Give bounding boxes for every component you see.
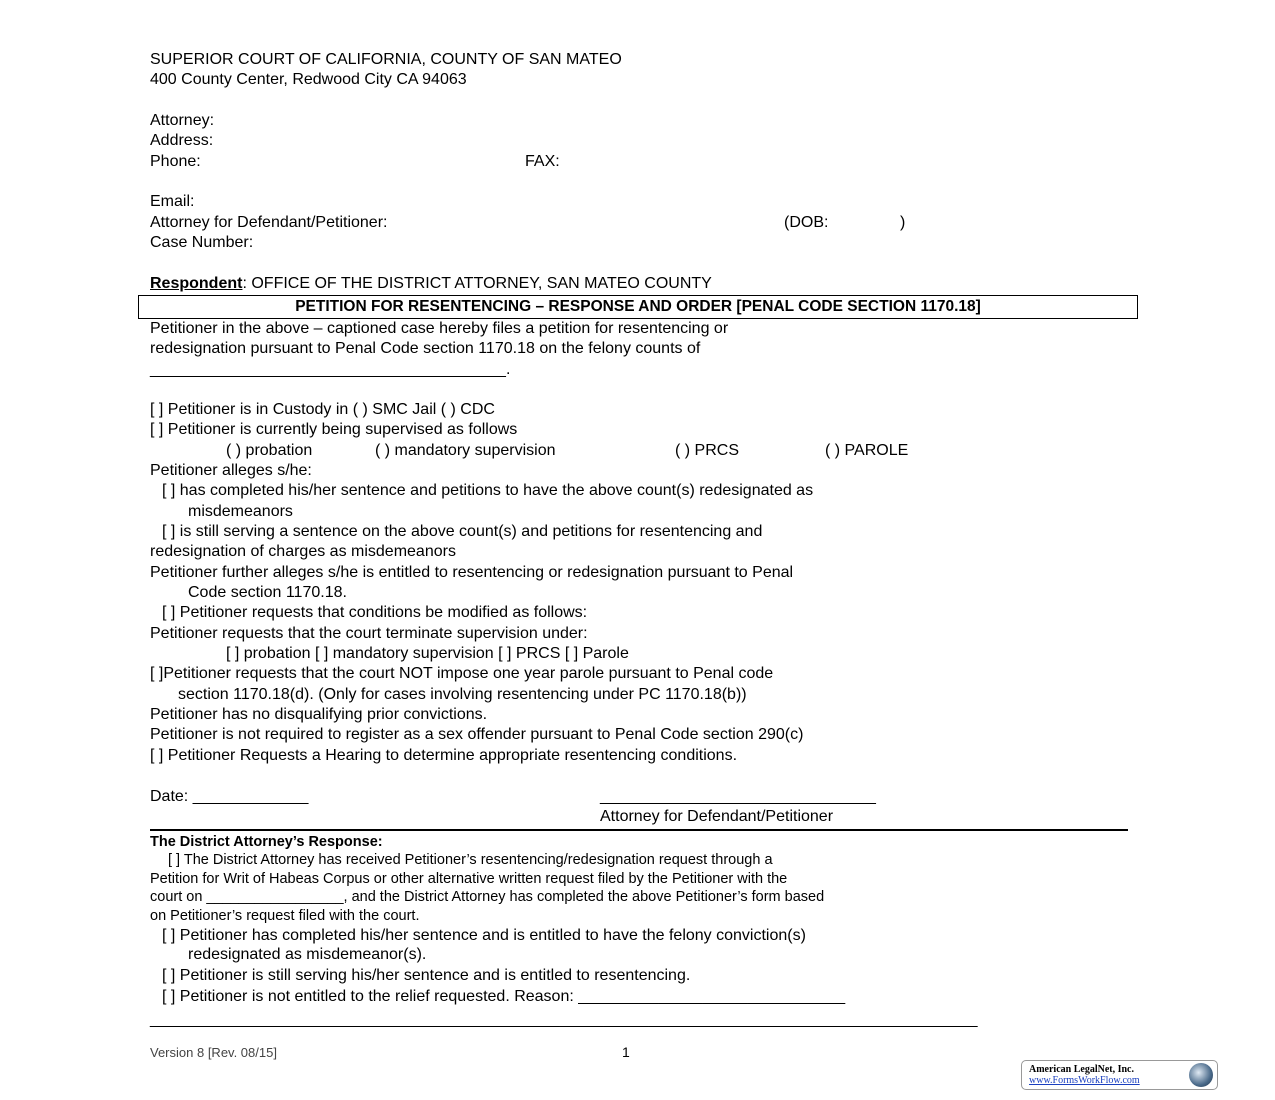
response-serving-checkbox[interactable]: [ ] Petitioner is still serving his/her sentence and is entitled to resentencing. — [162, 967, 691, 984]
court-address: 400 County Center, Redwood City CA 94063 — [150, 71, 467, 88]
signature-line[interactable]: _______________________________ — [600, 788, 876, 805]
logo-text: American LegalNet, Inc. — [1029, 1064, 1134, 1075]
court-name: SUPERIOR COURT OF CALIFORNIA, COUNTY OF SAN MATEO — [150, 51, 622, 68]
response-completed-checkbox[interactable]: [ ] Petitioner has completed his/her sentence and is entitled to have the felony conviction(s) — [162, 927, 806, 944]
intro-line-1: Petitioner in the above – captioned case hereby files a petition for resentencing or — [150, 320, 729, 337]
felony-counts-field[interactable]: ________________________________________. — [150, 361, 511, 378]
further-alleges: Petitioner further alleges s/he is entitled to resentencing or redesignation pursuant to Penal — [150, 564, 794, 581]
option-parole[interactable]: ( ) PAROLE — [825, 442, 909, 459]
fax-label: FAX: — [525, 153, 560, 170]
signature-label: Attorney for Defendant/Petitioner — [600, 808, 834, 825]
american-legalnet-logo[interactable] — [1021, 1060, 1218, 1090]
response-received-checkbox[interactable]: [ ] The District Attorney has received Petitioner’s resentencing/redesignation request through a — [168, 852, 773, 868]
respondent-line — [150, 274, 712, 294]
further-alleges-cont: Code section 1170.18. — [188, 584, 347, 601]
response-line-2: Petition for Writ of Habeas Corpus or other alternative written request filed by the Petitioner with the — [150, 871, 788, 887]
terminate-label: Petitioner requests that the court terminate supervision under: — [150, 625, 588, 642]
supervised-checkbox[interactable]: [ ] Petitioner is currently being supervised as follows — [150, 421, 518, 438]
case-number-label: Case Number: — [150, 234, 254, 251]
response-line-4: on Petitioner’s request filed with the court. — [150, 908, 420, 924]
dob-close: ) — [900, 214, 906, 231]
email-label: Email: — [150, 193, 195, 210]
reason-line[interactable]: _____________________________________________________________________________________________ — [150, 1011, 978, 1028]
form-title: PETITION FOR RESENTENCING – RESPONSE AND ORDER [PENAL CODE SECTION 1170.18] — [138, 295, 1138, 319]
response-not-entitled-checkbox[interactable]: [ ] Petitioner is not entitled to the relief requested. Reason: ______________________________ — [162, 988, 846, 1005]
response-heading: The District Attorney’s Response: — [150, 834, 383, 850]
respondent-value: : OFFICE OF THE DISTRICT ATTORNEY, SAN MATEO COUNTY — [242, 275, 712, 292]
response-line-3: court on _________________, and the District Attorney has completed the above Petitioner’s form based — [150, 889, 825, 905]
page-number: 1 — [622, 1044, 630, 1060]
custody-checkbox[interactable]: [ ] Petitioner is in Custody in ( ) SMC Jail ( ) CDC — [150, 401, 495, 418]
terminate-options[interactable]: [ ] probation [ ] mandatory supervision [ ] PRCS [ ] Parole — [226, 645, 629, 662]
parole-checkbox[interactable]: [ ]Petitioner requests that the court NOT impose one year parole pursuant to Penal code — [150, 665, 774, 682]
completed-cont: misdemeanors — [188, 503, 293, 520]
dob-label: (DOB: — [784, 214, 829, 231]
option-mandatory-supervision[interactable]: ( ) mandatory supervision — [375, 442, 556, 459]
completed-checkbox[interactable]: [ ] has completed his/her sentence and petitions to have the above count(s) redesignated as — [162, 482, 814, 499]
date-field[interactable]: Date: _____________ — [150, 788, 309, 805]
attorney-label: Attorney: — [150, 112, 215, 129]
option-probation[interactable]: ( ) probation — [226, 442, 313, 459]
intro-line-2: redesignation pursuant to Penal Code section 1170.18 on the felony counts of — [150, 340, 701, 357]
serving-cont: redesignation of charges as misdemeanors — [150, 543, 456, 560]
version-label: Version 8 [Rev. 08/15] — [150, 1045, 277, 1060]
parole-cont: section 1170.18(d). (Only for cases involving resentencing under PC 1170.18(b)) — [178, 686, 747, 703]
sex-offender: Petitioner is not required to register as a sex offender pursuant to Penal Code section 290(c) — [150, 726, 804, 743]
no-priors: Petitioner has no disqualifying prior convictions. — [150, 706, 488, 723]
conditions-checkbox[interactable]: [ ] Petitioner requests that conditions be modified as follows: — [162, 604, 588, 621]
address-label: Address: — [150, 132, 214, 149]
respondent-label: Respondent — [150, 275, 243, 292]
logo-link[interactable]: www.FormsWorkFlow.com — [1029, 1075, 1140, 1086]
globe-icon — [1189, 1063, 1213, 1087]
serving-checkbox[interactable]: [ ] is still serving a sentence on the above count(s) and petitions for resentencing and — [162, 523, 763, 540]
attorney-for-label: Attorney for Defendant/Petitioner: — [150, 214, 388, 231]
hearing-checkbox[interactable]: [ ] Petitioner Requests a Hearing to determine appropriate resentencing conditions. — [150, 747, 738, 764]
option-prcs[interactable]: ( ) PRCS — [675, 442, 739, 459]
response-completed-cont: redesignated as misdemeanor(s). — [188, 946, 427, 963]
divider — [150, 829, 1128, 831]
phone-label: Phone: — [150, 153, 201, 170]
alleges-label: Petitioner alleges s/he: — [150, 462, 312, 479]
